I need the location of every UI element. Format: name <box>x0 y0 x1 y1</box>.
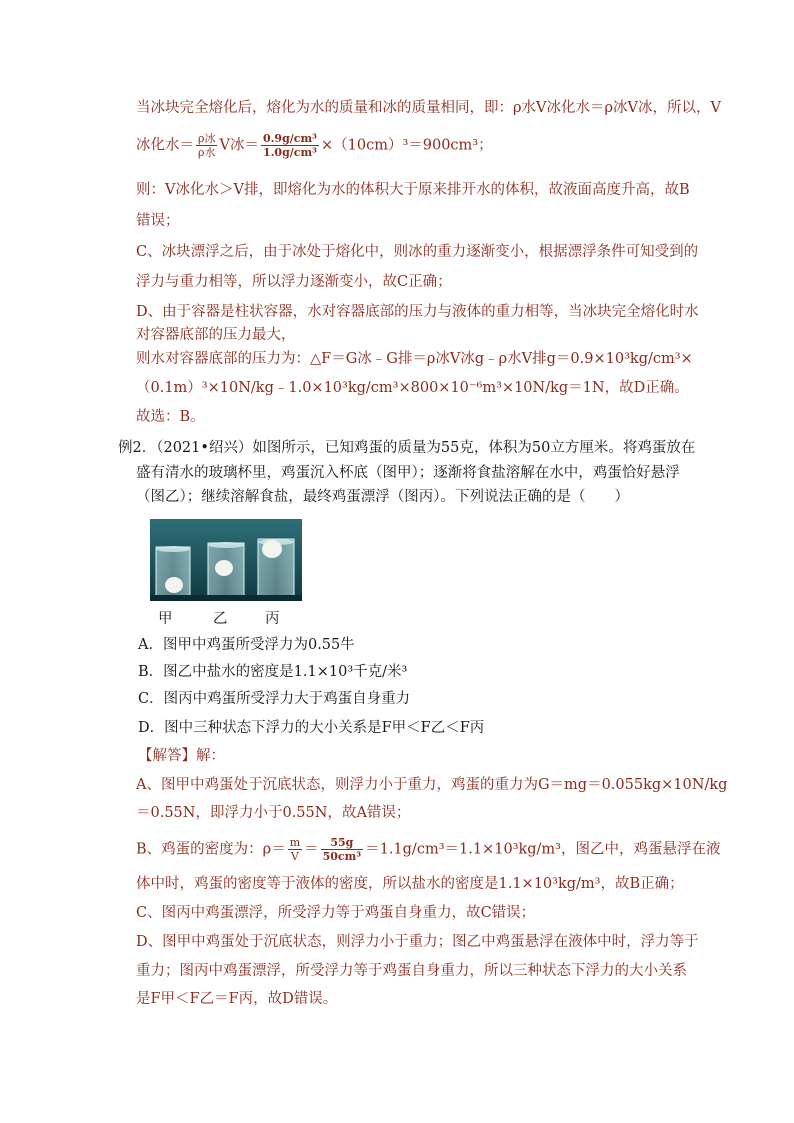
prev-line-7: D、由于容器是柱状容器，水对容器底部的压力与液体的重力相等，当冰块完全熔化时水 <box>136 304 699 320</box>
answer-line-6: D、图甲中鸡蛋处于沉底状态，则浮力小于重力；图乙中鸡蛋悬浮在液体中时，浮力等于 <box>136 934 699 950</box>
answer-label: 【解答】解： <box>138 748 225 764</box>
equals-sign: ＝ <box>304 841 319 858</box>
prev-line-10: （0.1m）³×10N/kg﹣1.0×10³kg/cm³×800×10⁻⁶m³×10N/kg＝1N，故D正确。 <box>136 380 689 396</box>
prev-line-3: 则：V冰化水＞V排，即熔化为水的体积大于原来排开水的体积，故液面高度升高，故B <box>136 182 690 198</box>
example-2-line-2: 盛有清水的玻璃杯里，鸡蛋沉入杯底（图甲）；逐渐将食盐溶解在水中，鸡蛋恰好悬浮 <box>136 465 680 481</box>
fraction-denominator: 50cm³ <box>322 850 362 863</box>
prev-line-5: C、冰块漂浮之后，由于冰处于熔化中，则冰的重力逐渐变小，根据漂浮条件可知受到的 <box>136 244 699 260</box>
density-ratio-fraction <box>196 132 217 159</box>
density-label: B、鸡蛋的密度为：ρ＝ <box>136 841 286 858</box>
density-result: ＝1.1g/cm³＝1.1×10³kg/m³，图乙中，鸡蛋悬浮在液 <box>365 841 721 858</box>
v-ice-melt-label: 冰化水＝ <box>136 137 194 154</box>
prev-line-9: 则水对容器底部的压力为：△F＝G冰﹣G排＝ρ冰V冰g﹣ρ水V排g＝0.9×10³kg/cm³× <box>136 351 693 367</box>
fraction-numerator: m <box>289 836 301 849</box>
fraction-numerator: ρ冰 <box>198 132 216 145</box>
prev-line-2 <box>136 132 493 159</box>
option-c: C．图丙中鸡蛋所受浮力大于鸡蛋自身重力 <box>138 691 411 707</box>
fraction-denominator: 1.0g/cm³ <box>262 146 317 159</box>
option-b: B．图乙中盐水的密度是1.1×10³千克/米³ <box>138 664 408 680</box>
prev-line-4: 错误； <box>136 213 180 229</box>
egg-in-glasses-photo <box>150 519 302 601</box>
fraction-numerator: 0.9g/cm³ <box>262 132 317 145</box>
caption-yi: 乙 <box>213 611 228 627</box>
example-2-line-3: （图乙）；继续溶解食盐，最终鸡蛋漂浮（图丙）。下列说法正确的是（ ） <box>136 489 629 505</box>
answer-line-1: A、图甲中鸡蛋处于沉底状态，则浮力小于重力，鸡蛋的重力为G＝mg＝0.055kg×10N/kg <box>136 777 728 793</box>
density-value-fraction <box>321 836 363 863</box>
prev-line-6: 浮力与重力相等，所以浮力逐渐变小，故C正确； <box>136 274 452 290</box>
answer-line-8: 是F甲＜F乙＝F丙，故D错误。 <box>136 991 338 1007</box>
volume-result: ×（10cm）³＝900cm³； <box>320 137 493 154</box>
answer-line-7: 重力；图丙中鸡蛋漂浮，所受浮力等于鸡蛋自身重力，所以三种状态下浮力的大小关系 <box>136 963 687 979</box>
answer-line-3 <box>136 836 721 863</box>
caption-jia: 甲 <box>158 611 173 627</box>
density-value-fraction <box>261 132 319 159</box>
fraction-denominator: ρ水 <box>198 146 216 159</box>
answer-line-4: 体中时，鸡蛋的密度等于液体的密度，所以盐水的密度是1.1×10³kg/m³，故B正确； <box>136 876 684 892</box>
option-d: D．图中三种状态下浮力的大小关系是F甲＜F乙＜F丙 <box>138 720 485 736</box>
caption-bing: 丙 <box>265 611 280 627</box>
prev-answer: 故选：B。 <box>136 409 205 425</box>
option-a: A．图甲中鸡蛋所受浮力为0.55牛 <box>138 637 355 653</box>
example-2-line-1: 例2．（2021•绍兴）如图所示，已知鸡蛋的质量为55克，体积为50立方厘米。将鸡蛋放在 <box>118 440 696 456</box>
v-ice-label: V冰＝ <box>219 137 259 154</box>
answer-line-5: C、图丙中鸡蛋漂浮，所受浮力等于鸡蛋自身重力，故C错误； <box>136 905 536 921</box>
prev-line-8: 对容器底部的压力最大， <box>136 327 296 343</box>
fraction-denominator: V <box>290 850 299 863</box>
density-formula-fraction <box>288 836 302 863</box>
answer-line-2: ＝0.55N，即浮力小于0.55N，故A错误； <box>136 805 411 821</box>
fraction-numerator: 55g <box>321 836 363 850</box>
prev-line-1: 当冰块完全熔化后，熔化为水的质量和冰的质量相同，即：ρ水V冰化水＝ρ冰V冰，所以，V <box>136 100 721 116</box>
